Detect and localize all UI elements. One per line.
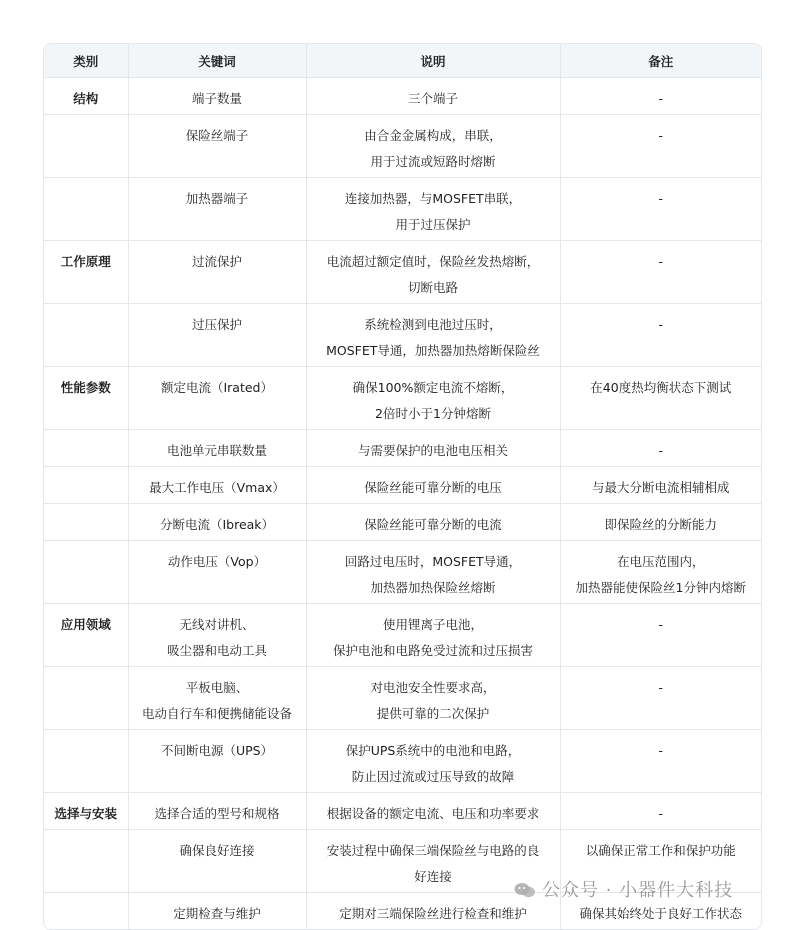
table-row: [44, 430, 761, 467]
note-cell: [560, 178, 761, 241]
description-cell-line: 系统检测到电池过压时，: [364, 317, 502, 332]
table-body: [44, 78, 761, 930]
description-cell-line: 好连接: [414, 869, 452, 884]
info-table: [44, 44, 761, 929]
table-row: [44, 304, 761, 367]
keyword-cell: [128, 115, 306, 178]
note-cell-line: -: [658, 743, 663, 758]
description-cell-line: 根据设备的额定电流、电压和功率要求: [326, 806, 540, 821]
keyword-cell-line: 电动自行车和便携储能设备: [141, 706, 292, 721]
note-cell: [560, 793, 761, 830]
keyword-cell: [128, 541, 306, 604]
keyword-cell-line: 过流保护: [191, 254, 242, 269]
table-row: [44, 504, 761, 541]
description-cell-line: 加热器加热保险丝熔断: [370, 580, 496, 595]
description-cell-line: 安装过程中确保三端保险丝与电路的良: [326, 843, 540, 858]
keyword-cell: [128, 604, 306, 667]
keyword-cell: [128, 504, 306, 541]
note-cell-line: 即保险丝的分断能力: [604, 517, 717, 532]
description-cell: [306, 430, 560, 467]
header-note: 备注: [560, 44, 761, 78]
note-cell-line: 与最大分断电流相辅相成: [591, 480, 730, 495]
keyword-cell: [128, 667, 306, 730]
description-cell: [306, 793, 560, 830]
description-cell-line: 回路过电压时，MOSFET导通，: [344, 554, 522, 569]
category-cell: 性能参数: [44, 367, 128, 430]
note-cell: [560, 730, 761, 793]
description-cell: [306, 604, 560, 667]
keyword-cell-line: 平板电脑、: [185, 680, 249, 695]
keyword-cell-line: 分断电流（Ibreak）: [159, 517, 275, 532]
table-row: [44, 78, 761, 115]
keyword-cell-line: 不间断电源（UPS）: [160, 743, 274, 758]
keyword-cell-line: 电池单元串联数量: [166, 443, 267, 458]
keyword-cell-line: 保险丝端子: [185, 128, 249, 143]
keyword-cell: [128, 793, 306, 830]
description-cell-line: 保险丝能可靠分断的电压: [364, 480, 502, 495]
category-cell: [44, 730, 128, 793]
note-cell-line: -: [658, 680, 663, 695]
keyword-cell-line: 加热器端子: [185, 191, 249, 206]
note-cell: [560, 467, 761, 504]
keyword-cell: [128, 467, 306, 504]
note-cell: [560, 367, 761, 430]
table-row: [44, 241, 761, 304]
category-cell: 结构: [44, 78, 128, 115]
keyword-cell: [128, 241, 306, 304]
note-cell-line: 以确保正常工作和保护功能: [585, 843, 736, 858]
keyword-cell: [128, 893, 306, 930]
keyword-cell-line: 确保良好连接: [179, 843, 255, 858]
note-cell-line: -: [658, 191, 663, 206]
category-cell: [44, 178, 128, 241]
table-row: [44, 467, 761, 504]
table-row: [44, 667, 761, 730]
keyword-cell: [128, 304, 306, 367]
info-table-container: [43, 43, 762, 930]
note-cell-line: -: [658, 806, 663, 821]
keyword-cell-line: 动作电压（Vop）: [167, 554, 267, 569]
note-cell-line: -: [658, 128, 663, 143]
keyword-cell: [128, 830, 306, 893]
category-cell: [44, 830, 128, 893]
keyword-cell-line: 过压保护: [191, 317, 242, 332]
category-cell: [44, 504, 128, 541]
category-cell: [44, 115, 128, 178]
keyword-cell: [128, 367, 306, 430]
keyword-cell-line: 最大工作电压（Vmax）: [149, 480, 285, 495]
description-cell-line: 2倍时小于1分钟熔断: [375, 406, 491, 421]
note-cell: [560, 604, 761, 667]
description-cell: [306, 115, 560, 178]
note-cell-line: 确保其始终处于良好工作状态: [579, 906, 742, 921]
watermark: [514, 876, 733, 902]
keyword-cell: [128, 78, 306, 115]
category-cell: 应用领域: [44, 604, 128, 667]
description-cell: [306, 367, 560, 430]
keyword-cell-line: 额定电流（Irated）: [160, 380, 273, 395]
category-cell: 工作原理: [44, 241, 128, 304]
description-cell-line: 切断电路: [407, 280, 458, 295]
description-cell: [306, 304, 560, 367]
description-cell-line: MOSFET导通，加热器加热熔断保险丝: [326, 343, 540, 358]
description-cell: [306, 241, 560, 304]
description-cell-line: 用于过压保护: [395, 217, 471, 232]
description-cell-line: 用于过流或短路时熔断: [370, 154, 496, 169]
category-cell: 选择与安装: [44, 793, 128, 830]
table-row: [44, 178, 761, 241]
table-row: [44, 367, 761, 430]
table-row: [44, 793, 761, 830]
description-cell: [306, 467, 560, 504]
description-cell-line: 确保100%额定电流不熔断，: [352, 380, 514, 395]
description-cell-line: 防止因过流或过压导致的故障: [351, 769, 515, 784]
description-cell-line: 三个端子: [407, 91, 458, 106]
table-row: [44, 730, 761, 793]
note-cell-line: 加热器能使保险丝1分钟内熔断: [575, 580, 746, 595]
category-cell: [44, 541, 128, 604]
description-cell-line: 保护UPS系统中的电池和电路，: [345, 743, 521, 758]
wechat-icon: [514, 882, 536, 898]
description-cell-line: 提供可靠的二次保护: [376, 706, 490, 721]
note-cell: [560, 304, 761, 367]
keyword-cell-line: 定期检查与维护: [173, 906, 261, 921]
keyword-cell-line: 吸尘器和电动工具: [166, 643, 267, 658]
category-cell: [44, 304, 128, 367]
description-cell-line: 使用锂离子电池，: [382, 617, 483, 632]
keyword-cell-line: 端子数量: [191, 91, 242, 106]
description-cell-line: 定期对三端保险丝进行检查和维护: [339, 906, 527, 921]
category-cell: [44, 467, 128, 504]
description-cell: [306, 541, 560, 604]
table-row: [44, 541, 761, 604]
note-cell-line: -: [658, 254, 663, 269]
description-cell-line: 电流超过额定值时，保险丝发热熔断，: [326, 254, 540, 269]
keyword-cell-line: 无线对讲机、: [179, 617, 255, 632]
note-cell-line: -: [658, 617, 663, 632]
note-cell-line: -: [658, 443, 663, 458]
header-category: 类别: [44, 44, 128, 78]
table-row: [44, 604, 761, 667]
header-keyword: 关键词: [128, 44, 306, 78]
note-cell: [560, 504, 761, 541]
note-cell-line: -: [658, 317, 663, 332]
description-cell-line: 对电池安全性要求高，: [370, 680, 496, 695]
note-cell: [560, 115, 761, 178]
keyword-cell: [128, 730, 306, 793]
description-cell: [306, 667, 560, 730]
note-cell: [560, 430, 761, 467]
note-cell-line: 在电压范围内，: [616, 554, 705, 569]
description-cell-line: 保险丝能可靠分断的电流: [364, 517, 502, 532]
note-cell: [560, 541, 761, 604]
category-cell: [44, 893, 128, 930]
keyword-cell: [128, 430, 306, 467]
description-cell-line: 连接加热器，与MOSFET串联，: [344, 191, 522, 206]
keyword-cell-line: 选择合适的型号和规格: [154, 806, 280, 821]
table-header-row: [44, 44, 761, 78]
description-cell-line: 由合金金属构成，串联，: [364, 128, 502, 143]
description-cell: [306, 504, 560, 541]
watermark-text: 公众号 · 小器件大科技: [542, 880, 734, 901]
description-cell-line: 保护电池和电路免受过流和过压损害: [332, 643, 533, 658]
note-cell: [560, 241, 761, 304]
description-cell: [306, 78, 560, 115]
category-cell: [44, 430, 128, 467]
note-cell: [560, 667, 761, 730]
description-cell: [306, 178, 560, 241]
category-cell: [44, 667, 128, 730]
note-cell-line: -: [658, 91, 663, 106]
keyword-cell: [128, 178, 306, 241]
note-cell: [560, 78, 761, 115]
table-row: [44, 115, 761, 178]
description-cell: [306, 730, 560, 793]
header-description: 说明: [306, 44, 560, 78]
note-cell-line: 在40度热均衡状态下测试: [590, 380, 732, 395]
description-cell-line: 与需要保护的电池电压相关: [357, 443, 508, 458]
